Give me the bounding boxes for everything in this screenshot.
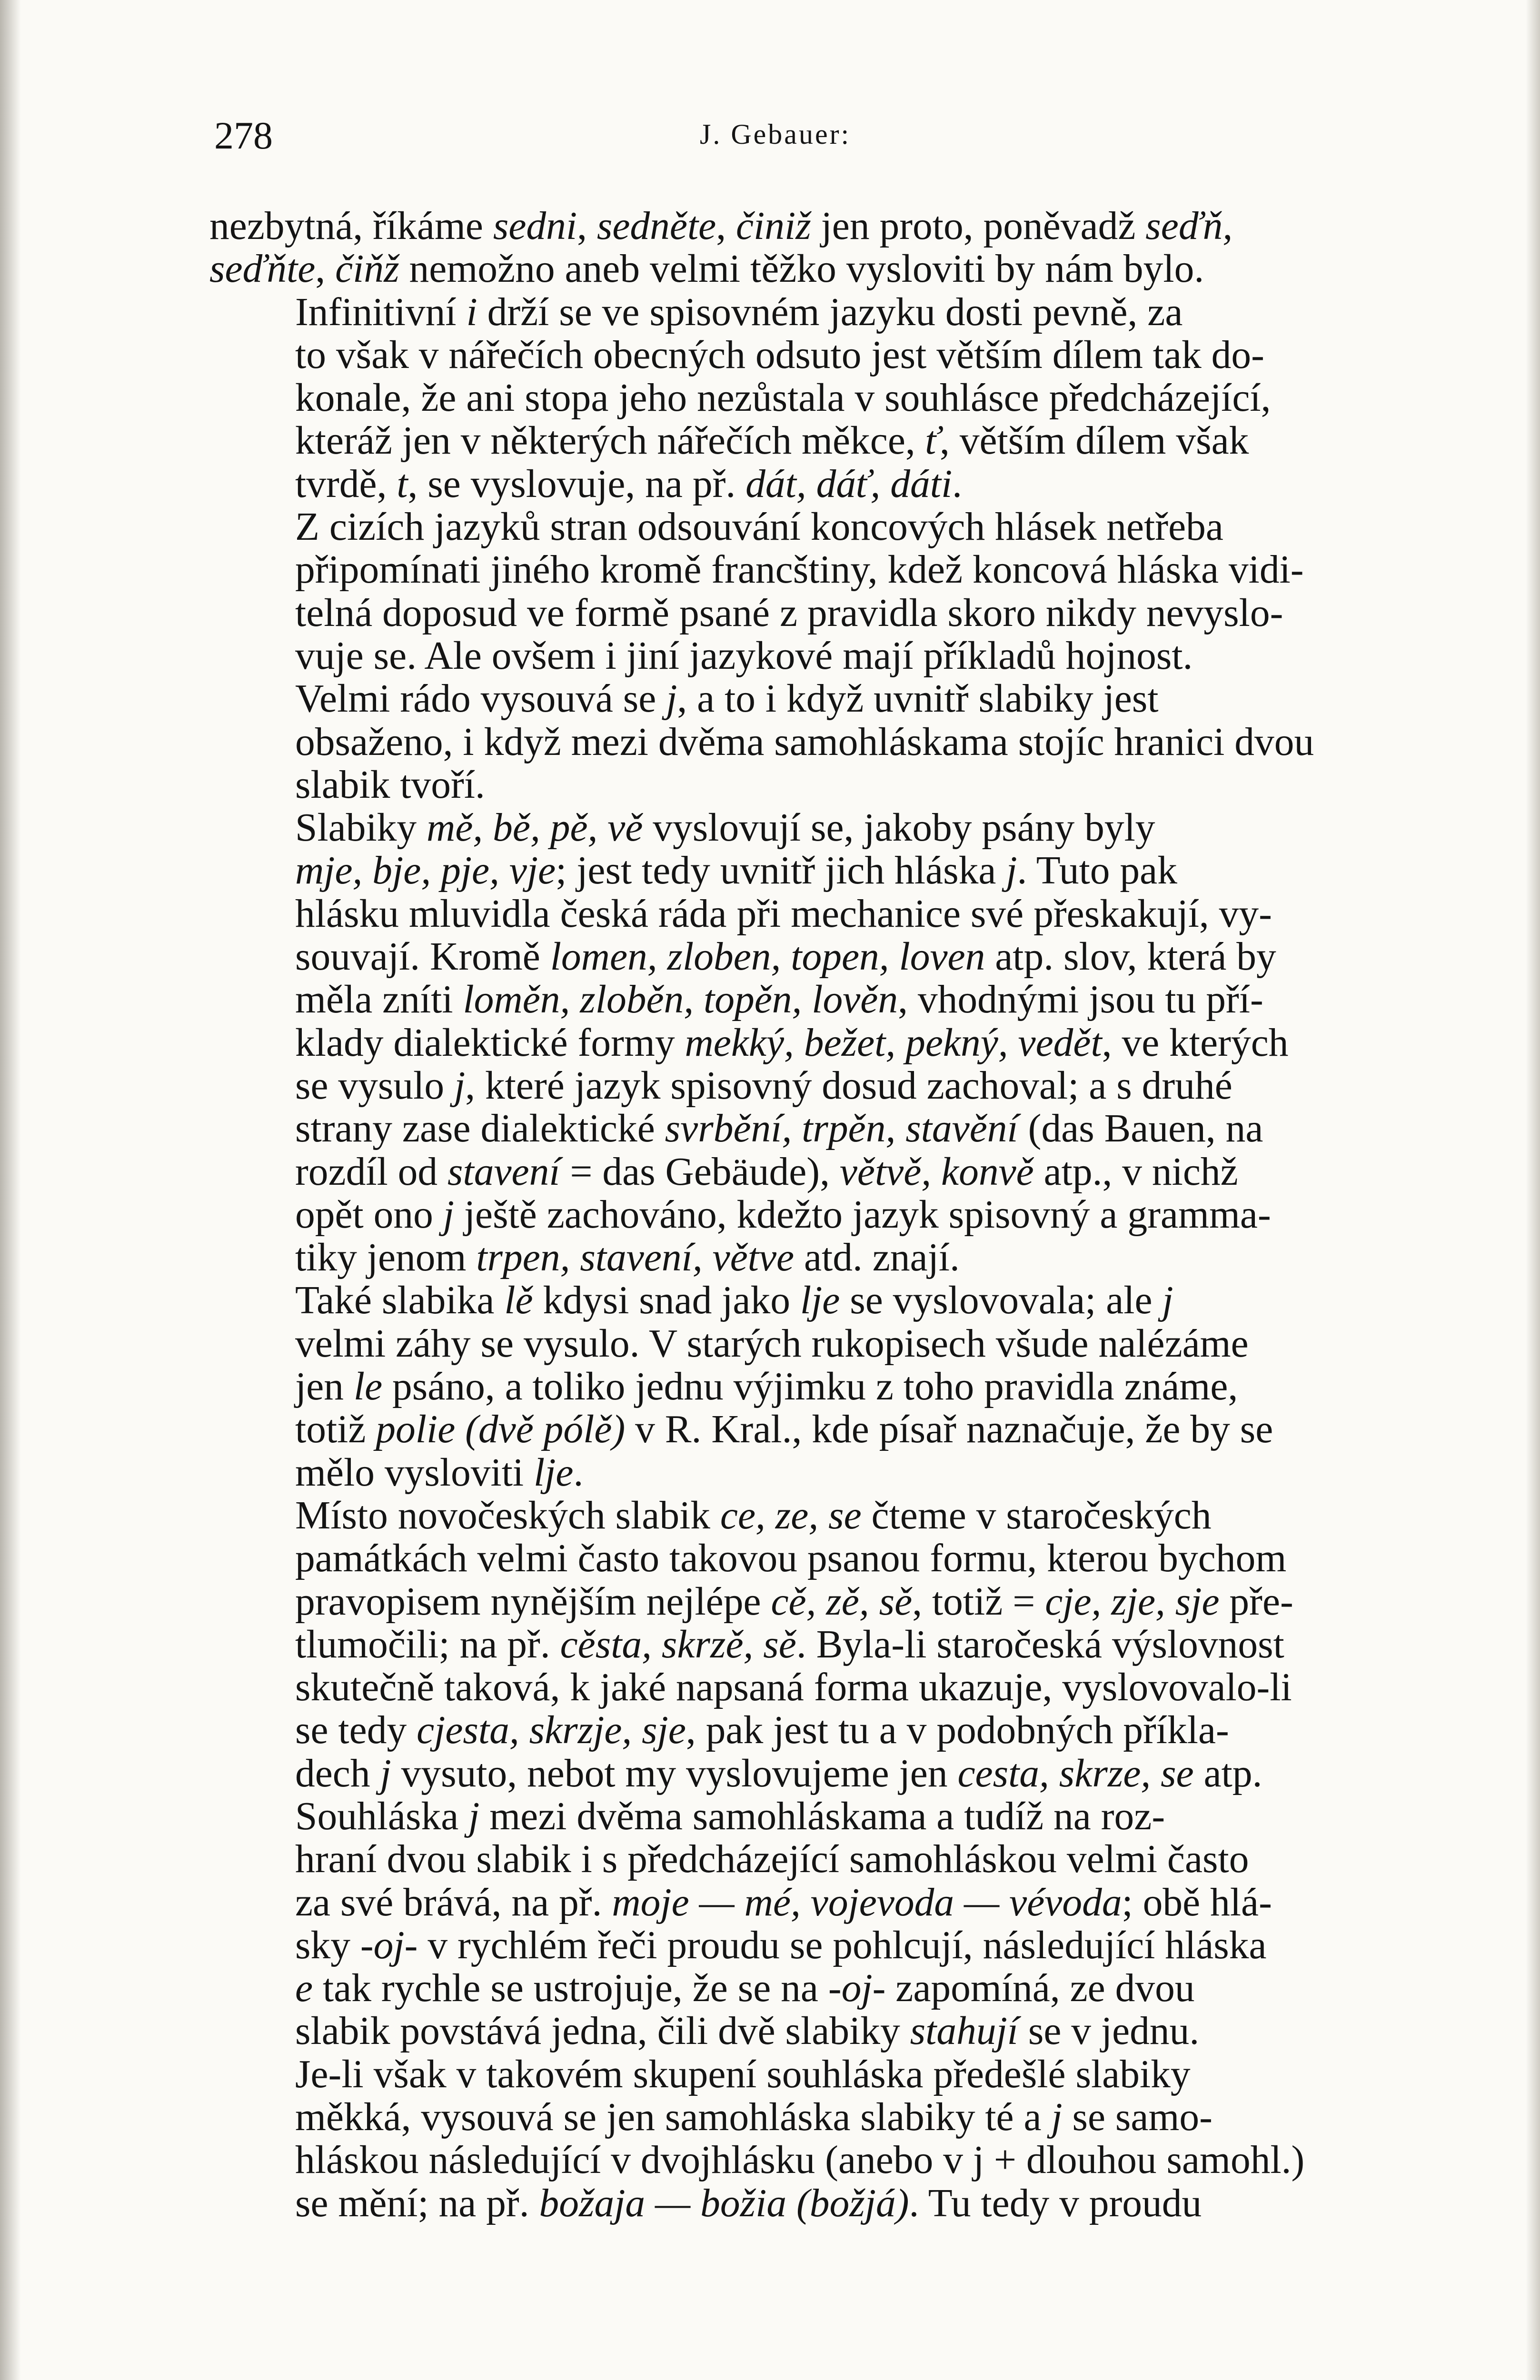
text-run: , vhodnými jsou tu pří- [898, 978, 1263, 1022]
text-line [209, 1795, 1361, 1838]
text-run: kdysi snad jako [533, 1279, 800, 1323]
text-line [209, 1537, 1361, 1580]
text-run: vysuto, nebot my vyslovujeme jen [391, 1751, 958, 1795]
text-run: za své brává, na př. [295, 1880, 612, 1924]
italic-word: lje [534, 1450, 574, 1495]
text-run: Z cizích jazyků stran odsouvání koncových hlásek netřeba [295, 505, 1223, 549]
italic-word: le [353, 1365, 383, 1409]
text-line [209, 1666, 1361, 1709]
italic-word: činiž [736, 204, 811, 248]
italic-word: dát, dáť, dáti [745, 462, 953, 506]
text-run: vyslovují se, jakoby psány byly [643, 806, 1155, 850]
italic-word: mje, bje, pje, vje [295, 849, 556, 893]
text-line [209, 2010, 1361, 2053]
text-run: . Tuto pak [1017, 849, 1177, 893]
text-line [209, 806, 1361, 849]
italic-word: větvě, konvě [839, 1150, 1034, 1194]
text-run: atd. znají. [794, 1236, 960, 1280]
italic-word: seďňte [209, 247, 316, 291]
text-line [209, 721, 1361, 764]
text-run: skutečně taková, k jaké napsaná forma ukazuje, vyslovovalo-li [295, 1666, 1292, 1710]
text-run: . [573, 1450, 584, 1495]
text-run: mezi dvěma samohláskama a tudíž na roz- [479, 1794, 1165, 1838]
text-run: sky [295, 1923, 360, 1967]
text-run: měkká, vysouvá se jen samohláska slabiky té a [295, 2095, 1052, 2140]
text-run: pravopisem nynějším nejlépe [295, 1579, 771, 1624]
paragraph [209, 1494, 1361, 1795]
italic-word: j [1162, 1279, 1173, 1323]
text-line [209, 1881, 1361, 1924]
text-run: atp., v nichž [1033, 1150, 1238, 1194]
text-run: Také slabika [295, 1279, 505, 1323]
text-run: . [952, 462, 963, 506]
text-run: dech [295, 1751, 380, 1795]
text-line [209, 248, 1361, 290]
italic-word: t [397, 462, 408, 506]
text-run: jen [295, 1365, 354, 1409]
text-run: tiky jenom [295, 1236, 477, 1280]
text-run: souvají. Kromě [295, 935, 550, 979]
text-run: hlásku mluvidla česká ráda při mechanice své přeskakují, vy- [295, 892, 1272, 936]
text-run: , pak jest tu a v podobných příkla- [686, 1708, 1229, 1753]
italic-word: mě, bě, pě, vě [427, 806, 643, 850]
text-line [209, 1322, 1361, 1365]
text-run: ; obě hlá- [1122, 1880, 1272, 1924]
italic-word: -oj- [828, 1966, 886, 2011]
text-line [209, 1580, 1361, 1623]
text-run: vuje se. Ale ovšem i jiní jazykové mají příkladů hojnost. [295, 634, 1193, 678]
text-run: slabik povstává jedna, čili dvě slabiky [295, 2009, 910, 2053]
italic-word: svrbění, trpěn, stavění [665, 1107, 1018, 1151]
text-run: památkách velmi často takovou psanou formu, kterou bychom [295, 1537, 1287, 1581]
text-run: drží se ve spisovném jazyku dosti pevně, za [477, 290, 1183, 334]
text-line [209, 1623, 1361, 1666]
text-line [209, 2182, 1361, 2225]
italic-word: moje — mé, vojevoda — vévoda [612, 1880, 1122, 1924]
text-run: hláskou následující v dvojhlásku (anebo v j + dlouhou samohl.) [295, 2138, 1305, 2182]
text-run: se mění; na př. [295, 2181, 539, 2225]
italic-word: j [1006, 849, 1017, 893]
text-run: hraní dvou slabik i s předcházející samohláskou velmi často [295, 1837, 1249, 1882]
italic-word: sedněte [596, 204, 716, 248]
italic-word: stahují [910, 2009, 1018, 2053]
text-run: se tedy [295, 1708, 417, 1753]
italic-word: čiňž [335, 247, 399, 291]
text-line [209, 935, 1361, 978]
italic-word: cě, zě, sě [771, 1579, 913, 1624]
text-run: ještě zachováno, kdežto jazyk spisovný a gramma- [454, 1192, 1271, 1237]
italic-word: cěsta, skrzě, sě [560, 1622, 796, 1666]
text-run: atp. [1193, 1751, 1262, 1795]
text-run: čteme v staročeských [861, 1493, 1212, 1537]
text-line [209, 2139, 1361, 2182]
text-run: klady dialektické formy [295, 1021, 685, 1065]
text-line [209, 1408, 1361, 1451]
text-run: , [577, 204, 597, 248]
text-line [209, 1967, 1361, 2010]
italic-word: trpen, stavení, větve [476, 1236, 795, 1280]
text-run: , které jazyk spisovný dosud zachoval; a s druhé [465, 1063, 1232, 1108]
paragraph [209, 291, 1361, 506]
text-line [209, 1107, 1361, 1150]
text-line [209, 334, 1361, 377]
italic-word: e [295, 1966, 313, 2011]
italic-word: stavení [447, 1150, 560, 1194]
text-line [209, 1150, 1361, 1193]
text-line [209, 677, 1361, 720]
text-run: se vyslovovala; ale [840, 1279, 1162, 1323]
text-line [209, 978, 1361, 1021]
text-run: tak rychle se ustrojuje, že se na [313, 1966, 828, 2011]
italic-word: sedni [493, 204, 577, 248]
italic-word: cjesta, skrzje, sje [417, 1708, 686, 1753]
page-number: 278 [214, 114, 273, 157]
text-line [209, 548, 1361, 591]
text-line [209, 1709, 1361, 1752]
text-line [209, 592, 1361, 635]
italic-word: j [380, 1751, 391, 1795]
italic-word: cje, zje, sje [1045, 1579, 1220, 1624]
italic-word: ť [925, 419, 940, 463]
text-run: , [716, 204, 736, 248]
text-run: Místo novočeských slabik [295, 1493, 720, 1537]
text-line [209, 635, 1361, 677]
italic-word: loměn, zloběn, topěn, lověn [463, 978, 898, 1022]
paragraph [209, 1279, 1361, 1494]
text-run: , větším dílem však [940, 419, 1249, 463]
text-line [209, 506, 1361, 548]
text-line [209, 1021, 1361, 1064]
text-run: , se vyslovuje, na př. [407, 462, 746, 506]
italic-word: i [466, 290, 477, 334]
text-line [209, 2053, 1361, 2096]
italic-word: lomen, zloben, topen, loven [550, 935, 985, 979]
italic-word: j [1051, 2095, 1063, 2140]
text-run: v R. Kral., kde písař naznačuje, že by se [625, 1408, 1273, 1452]
text-line [209, 1924, 1361, 1967]
body-text [209, 205, 1361, 2225]
text-run: se vysulo [295, 1063, 454, 1108]
paragraph [209, 1795, 1361, 2053]
text-run: ; jest tedy uvnitř jich hláska [556, 849, 1006, 893]
italic-word: j [454, 1063, 466, 1108]
text-run: Velmi rádo vysouvá se [295, 677, 666, 721]
text-line [209, 1279, 1361, 1322]
text-run: připomínati jiného kromě francštiny, kdež koncová hláska vidi- [295, 548, 1304, 592]
text-run: se samo- [1062, 2095, 1212, 2140]
text-run: zapomíná, ze dvou [885, 1966, 1195, 2011]
text-run: konale, že ani stopa jeho nezůstala v souhlásce předcházející, [295, 376, 1271, 420]
paragraph [209, 677, 1361, 806]
text-line [209, 419, 1361, 462]
text-run: opět ono [295, 1192, 443, 1237]
text-line [209, 377, 1361, 419]
paragraph [209, 806, 1361, 1279]
text-run: rozdíl od [295, 1150, 448, 1194]
text-run: nezbytná, říkáme [209, 204, 493, 248]
text-line [209, 2096, 1361, 2139]
text-run: , ve kterých [1102, 1021, 1289, 1065]
text-line [209, 764, 1361, 806]
running-head: J. Gebauer: [700, 119, 851, 150]
text-line [209, 1494, 1361, 1537]
text-run: tlumočili; na př. [295, 1622, 560, 1666]
paragraph [209, 205, 1361, 291]
text-run: , totiž = [912, 1579, 1045, 1624]
text-run: jen proto, poněvadž [811, 204, 1146, 248]
italic-word: cesta, skrze, se [957, 1751, 1194, 1795]
text-run: psáno, a toliko jednu výjimku z toho pravidla známe, [382, 1365, 1238, 1409]
scan-left-edge [0, 0, 21, 2380]
text-run: = das Gebäude), [560, 1150, 840, 1194]
text-run: strany zase dialektické [295, 1107, 665, 1151]
text-run: Je-li však v takovém skupení souhláska předešlé slabiky [295, 2052, 1191, 2096]
text-run: . Tu tedy v proudu [909, 2181, 1202, 2225]
text-line [209, 849, 1361, 892]
text-run: měla zníti [295, 978, 463, 1022]
italic-word: polie (dvě pólě) [376, 1408, 626, 1452]
text-run: v rychlém řeči proudu se pohlcují, následující hláska [417, 1923, 1267, 1967]
text-run: slabik tvoří. [295, 763, 485, 807]
italic-word: j [443, 1192, 454, 1237]
text-run: Infinitivní [295, 290, 467, 334]
italic-word: ce, ze, se [720, 1493, 862, 1537]
text-line [209, 463, 1361, 506]
text-run: atp. slov, která by [985, 935, 1276, 979]
text-line [209, 1451, 1361, 1494]
italic-word: seďň, [1145, 204, 1233, 248]
text-run: . Byla-li staročeská výslovnost [796, 1622, 1284, 1666]
italic-word: -oj- [360, 1923, 418, 1967]
text-run: mělo vysloviti [295, 1450, 534, 1495]
text-run: , a to i když uvnitř slabiky jest [677, 677, 1159, 721]
text-run: totiž [295, 1408, 376, 1452]
text-line [209, 1193, 1361, 1236]
text-line [209, 892, 1361, 935]
text-run: (das Bauen, na [1018, 1107, 1263, 1151]
italic-word: božaja — božia (božjá) [539, 2181, 909, 2225]
text-run: to však v nářečích obecných odsuto jest větším dílem tak do- [295, 333, 1264, 377]
paragraph [209, 506, 1361, 677]
text-line [209, 1838, 1361, 1881]
text-line [209, 1064, 1361, 1107]
text-run: nemožno aneb velmi těžko vysloviti by nám bylo. [399, 247, 1204, 291]
text-line [209, 1365, 1361, 1408]
text-run: Souhláska [295, 1794, 469, 1838]
italic-word: lě [504, 1279, 533, 1323]
text-run: , [315, 247, 336, 291]
text-run: obsaženo, i když mezi dvěma samohláskama stojíc hranici dvou [295, 720, 1314, 764]
text-run: Slabiky [295, 806, 427, 850]
text-line [209, 1236, 1361, 1279]
paragraph [209, 2053, 1361, 2225]
text-run: telná doposud ve formě psané z pravidla skoro nikdy nevyslo- [295, 591, 1283, 635]
italic-word: lje [800, 1279, 840, 1323]
text-line [209, 1752, 1361, 1795]
text-run: velmi záhy se vysulo. V starých rukopisech všude nalézáme [295, 1321, 1249, 1366]
italic-word: mekký, bežet, pekný, vedět [685, 1021, 1102, 1065]
text-run: se v jednu. [1018, 2009, 1200, 2053]
text-run: kteráž jen v některých nářečích měkce, [295, 419, 925, 463]
text-run: pře- [1219, 1579, 1293, 1624]
text-line [209, 291, 1361, 334]
scan-right-edge [1526, 0, 1540, 2380]
text-line [209, 205, 1361, 248]
text-run: tvrdě, [295, 462, 397, 506]
italic-word: j [666, 677, 677, 721]
italic-word: j [468, 1794, 480, 1838]
